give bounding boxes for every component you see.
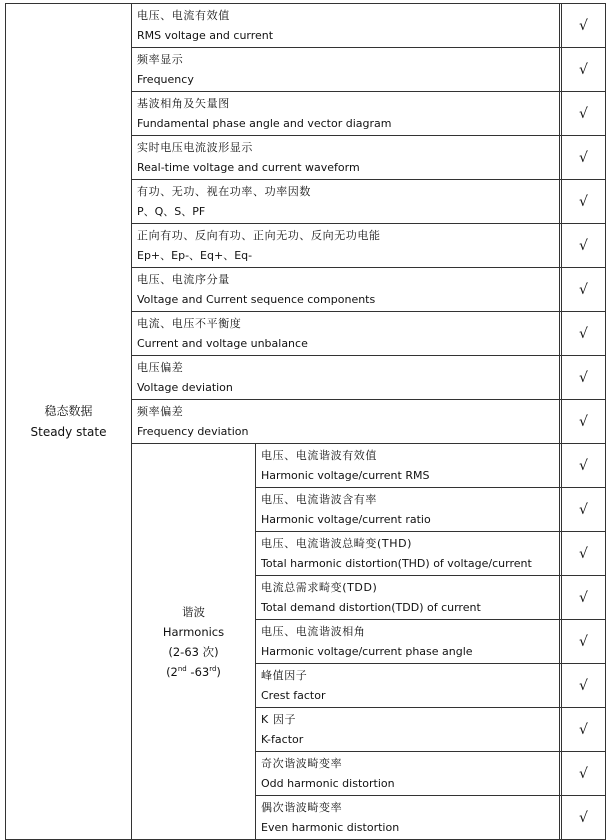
check-mark: √: [562, 312, 606, 356]
harmonics-range-zh: (2-63 次): [168, 644, 219, 659]
check-mark: √: [562, 48, 606, 92]
check-mark: √: [562, 4, 606, 48]
harmonics-label-en: Harmonics: [162, 624, 225, 639]
check-mark: √: [562, 268, 606, 312]
category-cell: [6, 4, 132, 840]
harmonics-range-en: (2nd -63rd): [166, 664, 221, 679]
item-cell: 有功、无功、视在功率、功率因数 P、Q、S、PF: [132, 180, 560, 224]
check-mark: √: [562, 400, 606, 444]
check-mark: √: [562, 356, 606, 400]
item-cell: 电压、电流有效值 RMS voltage and current: [132, 4, 560, 48]
harmonic-item-cell: 峰值因子 Crest factor: [256, 664, 560, 708]
item-cell: 电流、电压不平衡度 Current and voltage unbalance: [132, 312, 560, 356]
harmonic-item-cell: 电流总需求畸变(TDD) Total demand distortion(TDD) of current: [256, 576, 560, 620]
item-cell: 实时电压电流波形显示 Real-time voltage and current waveform: [132, 136, 560, 180]
harmonic-item-cell: 电压、电流谐波有效值 Harmonic voltage/current RMS: [256, 444, 560, 488]
item-cell: 频率偏差 Frequency deviation: [132, 400, 560, 444]
item-cell: 频率显示 Frequency: [132, 48, 560, 92]
harmonics-label-zh: 谐波: [182, 604, 205, 619]
harmonic-item-cell: 电压、电流谐波总畸变(THD) Total harmonic distortion(THD) of voltage/current: [256, 532, 560, 576]
harmonic-item-cell: 偶次谐波畸变率 Even harmonic distortion: [256, 796, 560, 840]
table-row: [6, 4, 606, 48]
check-mark: √: [562, 532, 606, 576]
item-cell: 电压偏差 Voltage deviation: [132, 356, 560, 400]
check-mark: √: [562, 752, 606, 796]
harmonics-group-cell: [132, 444, 256, 840]
steady-state-spec-table: [5, 3, 606, 840]
category-label-zh: 稳态数据: [44, 403, 93, 418]
harmonic-item-cell: 奇次谐波畸变率 Odd harmonic distortion: [256, 752, 560, 796]
check-mark: √: [562, 92, 606, 136]
item-cell: 正向有功、反向有功、正向无功、反向无功电能 Ep+、Ep-、Eq+、Eq-: [132, 224, 560, 268]
item-cell: 电压、电流序分量 Voltage and Current sequence components: [132, 268, 560, 312]
check-mark: √: [562, 796, 606, 840]
harmonic-item-cell: 电压、电流谐波相角 Harmonic voltage/current phase angle: [256, 620, 560, 664]
check-mark: √: [562, 488, 606, 532]
item-cell: 基波相角及矢量图 Fundamental phase angle and vector diagram: [132, 92, 560, 136]
harmonic-item-cell: K 因子 K-factor: [256, 708, 560, 752]
check-mark: √: [562, 620, 606, 664]
check-mark: √: [562, 708, 606, 752]
check-mark: √: [562, 180, 606, 224]
harmonic-item-cell: 电压、电流谐波含有率 Harmonic voltage/current ratio: [256, 488, 560, 532]
check-mark: √: [562, 224, 606, 268]
check-mark: √: [562, 576, 606, 620]
check-mark: √: [562, 136, 606, 180]
check-mark: √: [562, 444, 606, 488]
check-mark: √: [562, 664, 606, 708]
category-label-en: Steady state: [30, 424, 107, 439]
